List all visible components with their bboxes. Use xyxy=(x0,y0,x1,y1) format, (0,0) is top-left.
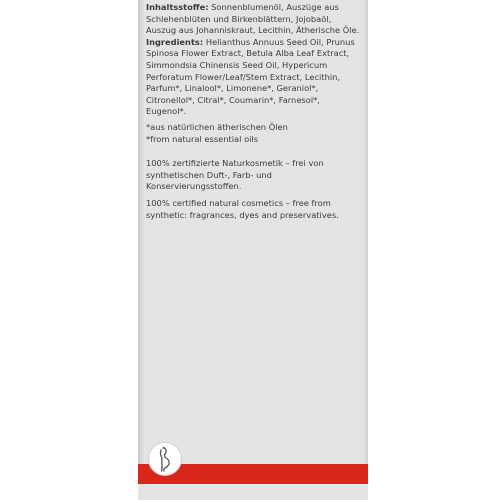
english-ingredients xyxy=(146,37,360,118)
english-ingredients-label: Ingredients: xyxy=(146,36,204,47)
panel-bottom-strip xyxy=(138,484,368,500)
english-ingredients-list: Helianthus Annuus Seed Oil, Prunus Spinosa Flower Extract, Betula Alba Leaf Extract, Simmondsia Chinensis Seed Oil, Hypericum Perforatum Flower/Leaf/Stem Extract, Lecithin, Parfum*, Linalool*, Limonene*, Geraniol*, Citronellol*, Citral*, Coumarin*, Farnesol*, Eugenol*. xyxy=(146,36,355,117)
pregnancy-badge xyxy=(148,442,182,476)
german-ingredients xyxy=(146,2,360,37)
footnote-english: *from natural essential oils xyxy=(146,133,259,144)
panel-edge-right xyxy=(363,0,368,500)
german-ingredients-label: Inhaltsstoffe: xyxy=(146,2,209,12)
claim-english: 100% certified natural cosmetics – free from synthetic: fragrances, dyes and preservatives. xyxy=(146,197,339,220)
panel-edge-left xyxy=(138,0,144,500)
german-ingredients-list: Sonnenblumenöl, Auszüge aus Schlehenblüten und Birkenblättern, Jojobaöl, Auszug aus Johanniskraut, Lecithin, Ätherische Öle. xyxy=(146,2,360,36)
ingredients-text-block xyxy=(146,2,360,221)
pregnancy-silhouette-icon xyxy=(149,443,181,475)
box-side-panel xyxy=(138,0,368,500)
footnote-german: *aus natürlichen ätherischen Ölen xyxy=(146,121,288,132)
claim-german: 100% zertifizierte Naturkosmetik – frei von synthetischen Duft-, Farb- und Konservierungsstoffen. xyxy=(146,158,324,192)
